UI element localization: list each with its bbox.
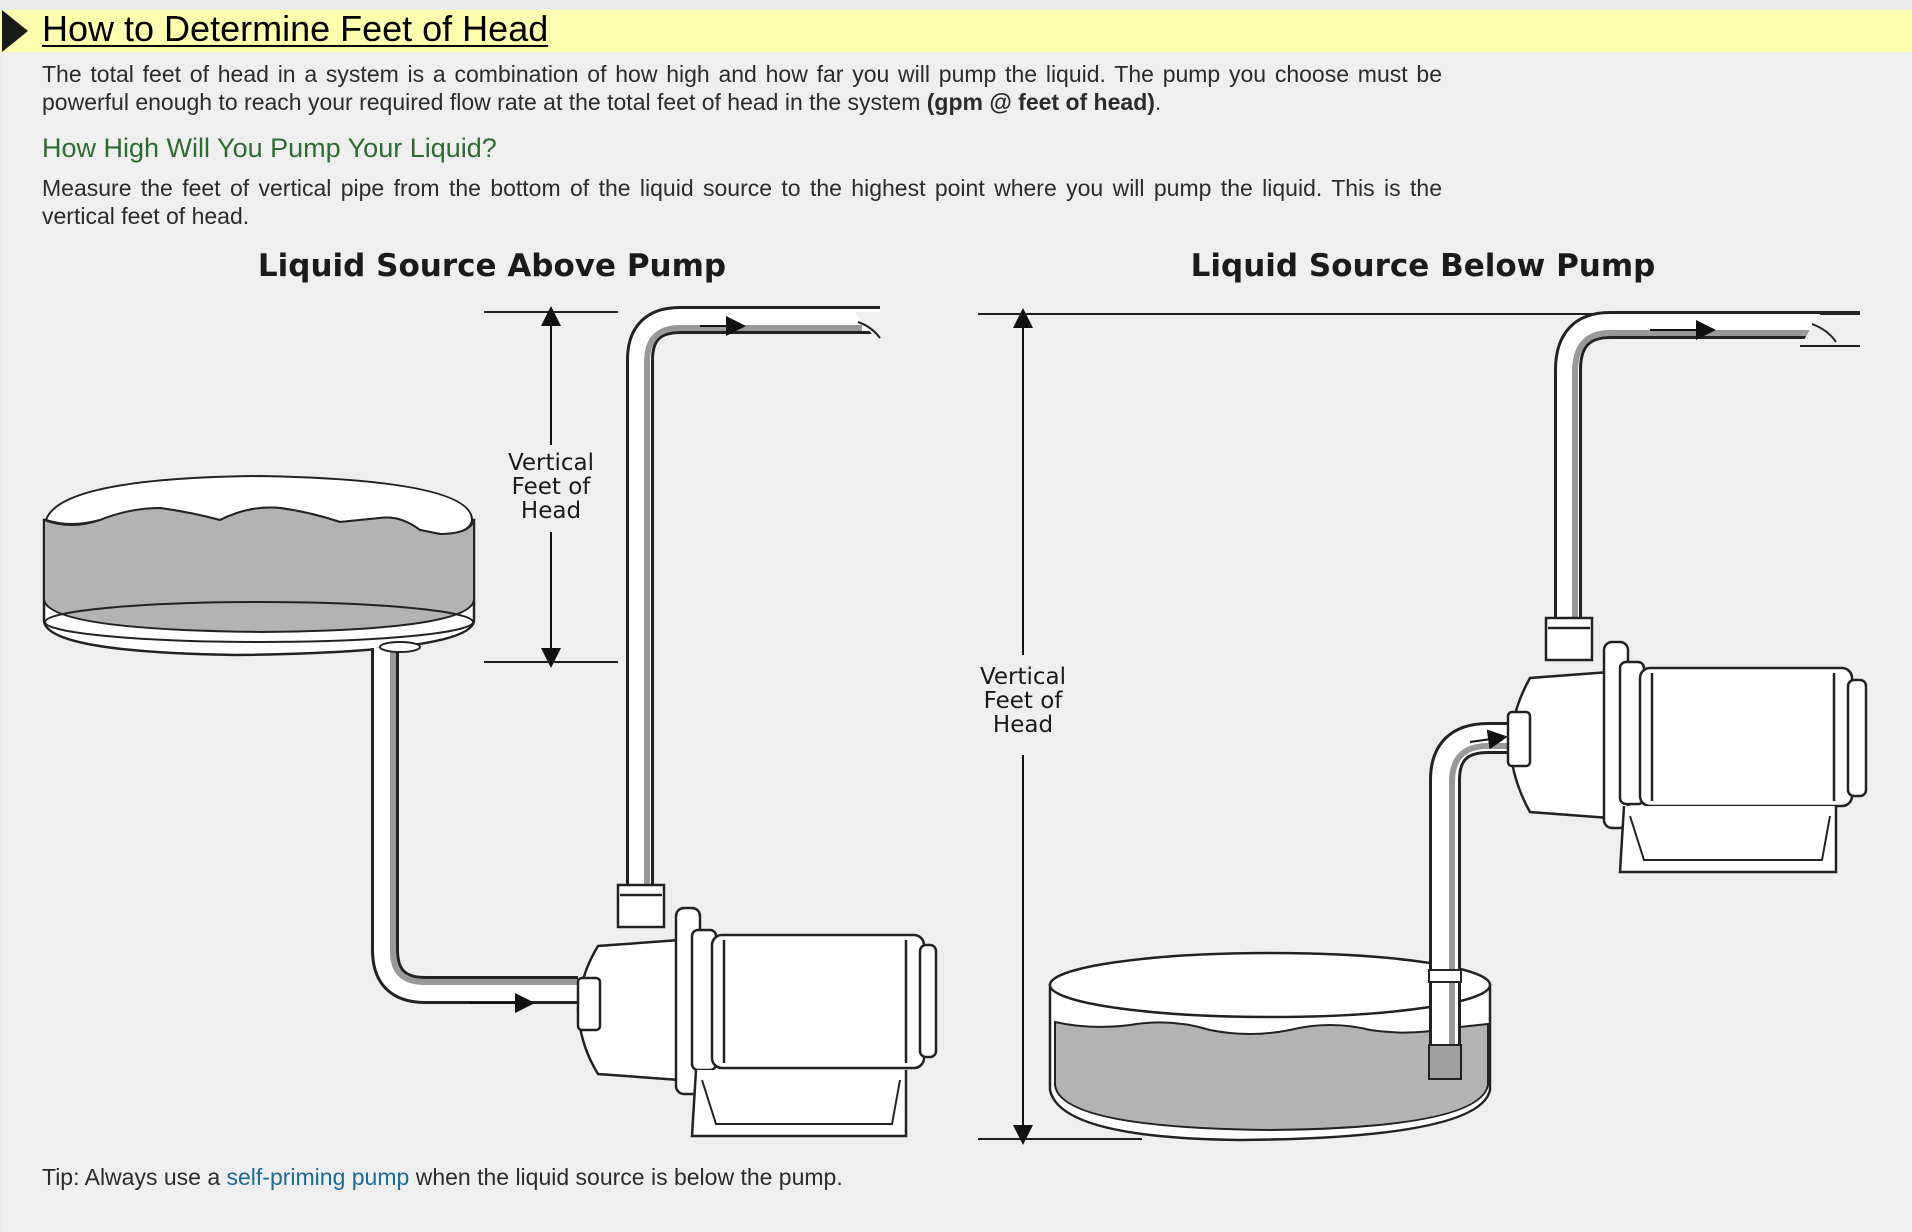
left-discharge-pipe	[640, 312, 905, 888]
left-tank	[44, 476, 474, 655]
intro-bold-text: (gpm @ feet of head)	[926, 89, 1155, 115]
left-diagram-title: Liquid Source Above Pump	[257, 248, 727, 284]
left-head-label-1: Vertical	[507, 450, 595, 476]
tip-suffix: when the liquid source is below the pump.	[409, 1164, 843, 1190]
right-head-label-3: Head	[992, 712, 1054, 738]
section-paragraph: Measure the feet of vertical pipe from the bottom of the liquid source to the highest point where you will pump the liquid. This is the vertical feet of head.	[42, 175, 1442, 229]
right-tank	[1050, 953, 1490, 1140]
tip-paragraph	[42, 1163, 843, 1191]
right-head-label-1: Vertical	[979, 664, 1067, 690]
intro-text-end: .	[1154, 89, 1162, 115]
page-title[interactable]: How to Determine Feet of Head	[42, 8, 549, 49]
left-head-label-3: Head	[520, 498, 582, 524]
tip-prefix: Tip: Always use a	[42, 1164, 227, 1190]
left-head-label-2: Feet of	[511, 474, 591, 500]
left-pump	[578, 885, 936, 1136]
right-pump	[1508, 618, 1866, 872]
left-suction-pipe	[380, 642, 578, 1003]
right-head-label-2: Feet of	[983, 688, 1063, 714]
right-discharge-pipe	[1568, 314, 1860, 625]
right-diagram-title: Liquid Source Below Pump	[1190, 248, 1656, 284]
intro-text: The total feet of head in a system is a combination of how high and how far you will pump the liquid. The pump you choose must be powerful enough to reach your required flow rate at the total feet of head in the system	[42, 61, 1442, 115]
self-priming-pump-link[interactable]: self-priming pump	[226, 1164, 410, 1190]
section-heading: How High Will You Pump Your Liquid?	[42, 133, 497, 163]
